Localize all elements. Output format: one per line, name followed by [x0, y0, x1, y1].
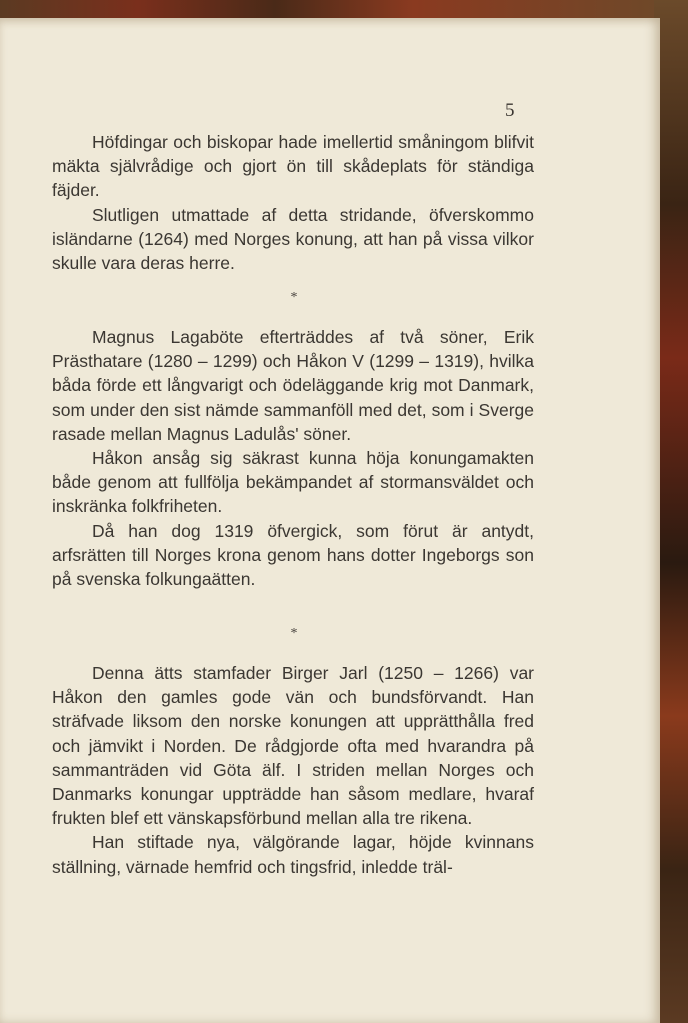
- paragraph-1-1: Höfdingar och biskopar hade imellertid småningom blifvit mäkta självrådige och gjort ön till skådeplats för ständiga fäjder.: [52, 132, 534, 201]
- paragraph-3-2: Han stiftade nya, välgörande lagar, höjde kvinnans ställning, värnade hemfrid och tingsfrid, inledde träl-: [52, 832, 534, 877]
- section-3: [52, 661, 534, 879]
- paragraph-3-1: Denna ätts stamfader Birger Jarl (1250 – 1266) var Håkon den gamles gode vän och bundsförvandt. Han sträfvade liksom den norske konungen att upprätthålla fred och jämvikt i Norden. De rådgjorde ofta med hvarandra på sammanträden vid Göta älf. I striden mellan Norges och Danmarks konungar uppträdde han såsom medlare, hvaraf frukten blef ett vänskapsförbund mellan alla tre rikena.: [52, 663, 534, 829]
- book-page: [0, 18, 660, 1023]
- paragraph-2-1: Magnus Lagaböte efterträddes af två söner, Erik Prästhatare (1280 – 1299) och Håkon V (1299 – 1319), hvilka båda förde ett långvarigt och ödeläggande krig mot Danmark, som under den sist nämde sammanföll med det, som i Sverge rasade mellan Magnus Ladulås' söner.: [52, 327, 534, 444]
- page-number: 5: [505, 100, 515, 121]
- section-2: [52, 325, 534, 591]
- paragraph-2-2: Håkon ansåg sig säkrast kunna höja konungamakten både genom att fullfölja bekämpandet af stormansväldet och inskränka folkfriheten.: [52, 448, 534, 517]
- section-separator-2: *: [290, 626, 298, 641]
- paragraph-1-2: Slutligen utmattade af detta stridande, öfverskommo isländarne (1264) med Norges konung, att han på vissa vilkor skulle vara deras herre.: [52, 204, 534, 274]
- section-1: [52, 130, 534, 275]
- section-separator-1: *: [290, 290, 298, 305]
- paragraph-2-3: Då han dog 1319 öfvergick, som förut är antydt, arfsrätten till Norges krona genom hans dotter Ingeborgs son på svenska folkungaätten.: [52, 520, 534, 590]
